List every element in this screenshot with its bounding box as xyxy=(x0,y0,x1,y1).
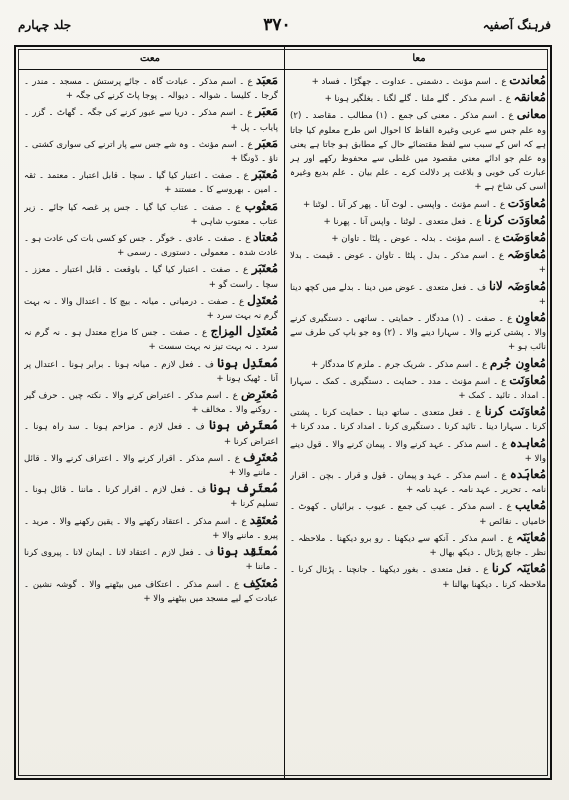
definition-text: ف ۔ فعل متعدی ۔ عوض میں دینا ۔ بدلے میں کچھ دینا + xyxy=(290,282,546,307)
definition-text: ع ۔ اسم مؤنث ۔ بدلہ ۔ عوض ۔ پلٹا ۔ تاوان + xyxy=(331,234,500,245)
headword: مُعتَدِل xyxy=(247,292,278,307)
definition-text: ع ۔ اسم مؤنث ۔ واپسی ۔ لوٹ آنا ۔ پھر کر آنا ۔ لوٹنا + xyxy=(303,199,505,210)
definition-text: ع ۔ اسم مذکر ۔ عہد و پیمان ۔ قول و قرار ۔ بچن ۔ اقرار نامہ ۔ تحریر ۔ عہد نامہ ۔ عہد نامہ + xyxy=(290,471,546,496)
dictionary-entry xyxy=(24,324,278,354)
dictionary-entry xyxy=(24,104,278,134)
dictionary-entry xyxy=(290,213,546,229)
headword: مُعاوَدَت کرنا xyxy=(484,212,546,227)
definition-text: ع ۔ فعل متعدی ۔ لوٹنا ۔ واپس آنا ۔ پھرنا + xyxy=(323,216,482,227)
definition-text: ع ۔ اسم مذکر ۔ آنکھ سے دیکھنا ۔ رو برو دیکھنا ۔ ملاحظہ ۔ نظر ۔ جانچ پڑتال ۔ دیکھ بھال + xyxy=(290,533,546,559)
definition-text: ع ۔ اسم مذکر ۔ عبادت گاہ ۔ جائے پرستش ۔ مسجد ۔ مندر ۔ گرجا ۔ کلیسا ۔ شوالہ ۔ دیوالہ ۔ پوجا پاٹ کرنے کی جگہ + xyxy=(24,77,278,102)
book-title: فرہنگ آصفیہ xyxy=(482,18,551,32)
headword: مُعتَرِض ہونا xyxy=(208,418,278,433)
headword: مُعاوِن xyxy=(515,310,546,325)
dictionary-entry xyxy=(290,404,546,434)
definition-text: ف ۔ فعل لازم ۔ میانہ ہونا ۔ برابر ہونا ۔ اعتدال پر آنا ۔ ٹھیک ہونا + xyxy=(24,359,278,384)
dictionary-entry xyxy=(290,356,546,372)
headword: مُعاہَدہ xyxy=(509,467,546,482)
dictionary-entry xyxy=(24,544,278,574)
headword: مُعاوَدَت xyxy=(507,195,546,210)
headword: معانی xyxy=(516,107,546,122)
definition-text: ع ۔ اسم مذکر ۔ گلے ملنا ۔ گلے لگنا ۔ بغلگیر ہونا + xyxy=(324,94,511,105)
headword: مُعتاد xyxy=(253,230,278,245)
volume-label: جلد چہارم xyxy=(18,18,72,32)
dictionary-entry xyxy=(24,513,278,543)
dictionary-entry xyxy=(290,107,546,194)
definition-text: ع ۔ اسم مذکر ۔ اعتراض کرنے والا ۔ نکتہ چیں ۔ حرف گیر ۔ روکنے والا ۔ مخالف + xyxy=(24,391,278,416)
dictionary-entry xyxy=(290,530,546,560)
headword: مُعتَرِض xyxy=(241,387,278,402)
headword: مُعتَقِد xyxy=(249,512,278,527)
dictionary-entry xyxy=(24,450,278,480)
right-column xyxy=(290,73,546,772)
definition-text: ع ۔ اسم مذکر ۔ شریک جرم ۔ ملزم کا مددگار + xyxy=(310,359,488,370)
definition-text: ف ۔ فعل لازم ۔ اعتقاد لانا ۔ ایمان لانا ۔ پیروی کرنا ۔ ماننا + xyxy=(24,548,278,573)
dictionary-entry xyxy=(24,293,278,323)
dictionary-entry xyxy=(290,247,546,277)
definition-text: ع ۔ فعل متعدی ۔ ساتھ دینا ۔ حمایت کرنا ۔ پشتی کرنا ۔ سہارا دینا ۔ تائید کرنا ۔ دستگیری کرنا ۔ امداد کرنا ۔ مدد کرنا + xyxy=(290,408,546,433)
left-column-heading: معت xyxy=(140,53,160,64)
dictionary-entry xyxy=(24,73,278,103)
definition-text: ع ۔ صفت ۔ جس کا مزاج معتدل ہو ۔ نہ گرم نہ سرد ۔ نہ بہت تیز نہ بہت سست + xyxy=(24,328,278,353)
dictionary-entry xyxy=(290,73,546,89)
definition-text: ف ۔ فعل لازم ۔ مزاحم ہونا ۔ سد راہ ہونا ۔ اعتراض کرنا + xyxy=(24,422,278,447)
headword: مُعایَنَہ کرنا xyxy=(491,561,546,576)
headword: مُعتَبَر xyxy=(251,261,278,276)
headword: مَعبَد xyxy=(255,73,278,87)
headword: مُعاوَنَت کرنا xyxy=(484,404,546,419)
headword: مَعتُوب xyxy=(244,198,278,213)
definition-text: ع ۔ اسم مذکر ۔ معنی کی جمع ۔ (۱) مطالب ۔ مقاصد ۔ (۲) وہ علم جس سے عربی وغیرہ الفاظ کا احوال اس طرح معلوم کیا جاتا ہے کہ اس کے سبب سے لفظ مقتضائے حال کے مطابق ہو جاتا ہے یعنی وہ علم جو ادائے معنی مقصود میں غلطی سے محفوظ رکھے اور ہر عبارت کی خوبی و بلاغت پر دلالت کرے ۔ علم بیان ۔ علم بدیع وغیرہ اسی کی شاخ ہے + xyxy=(290,111,546,193)
definition-text: ع ۔ اسم مذکر ۔ اعتقاد رکھنے والا ۔ یقین رکھنے والا ۔ مرید ۔ پیرو ۔ ماننے والا + xyxy=(24,516,278,541)
definition-text: ع ۔ اسم مؤنث ۔ دشمنی ۔ عداوت ۔ جھگڑا ۔ فساد + xyxy=(311,77,507,87)
definition-text: ع ۔ اسم مذکر ۔ اقرار کرنے والا ۔ اعتراف کرنے والا ۔ قائل ۔ ماننے والا + xyxy=(24,453,278,479)
dictionary-entry xyxy=(24,481,278,511)
page-header xyxy=(18,10,551,40)
dictionary-entry xyxy=(24,230,278,260)
dictionary-entry xyxy=(24,199,278,229)
heading-rule xyxy=(18,69,548,70)
dictionary-entry xyxy=(24,418,278,448)
headword: مُعتَرِف xyxy=(243,449,278,464)
definition-text: ع ۔ اسم مذکر ۔ بدل ۔ پلٹا ۔ تاوان ۔ عوض ۔ قیمت ۔ بدلا + xyxy=(290,251,546,276)
definition-text: ع ۔ صفت ۔ عتاب کیا گیا ۔ جس پر غصہ کیا جائے ۔ زیر عتاب ۔ معتوب شاہی + xyxy=(24,202,278,227)
definition-text: ع ۔ اسم مذکر ۔ اعتکاف میں بیٹھنے والا ۔ گوشہ نشین ۔ عبادت کے لیے مسجد میں بیٹھنے والا + xyxy=(24,579,278,604)
dictionary-entry xyxy=(290,196,546,212)
dictionary-entry xyxy=(290,436,546,466)
definition-text: ع ۔ صفت ۔ درمیانی ۔ میانہ ۔ بیچ کا ۔ اعتدال والا ۔ نہ بہت گرم نہ بہت سرد + xyxy=(24,296,278,322)
left-column xyxy=(24,73,278,772)
definition-text: ع ۔ اسم مذکر ۔ عیب کی جمع ۔ عیوب ۔ برائیاں ۔ کھوٹ ۔ خامیاں ۔ نقائص + xyxy=(290,502,546,527)
definition-text: ع ۔ اسم مؤنث ۔ مدد ۔ حمایت ۔ دستگیری ۔ کمک ۔ سہارا ۔ امداد ۔ تائید ۔ کمک + xyxy=(290,376,546,402)
headword: مُعایَنَہ xyxy=(516,529,546,544)
headword: مُعاوَضَہ xyxy=(507,247,546,262)
page-frame xyxy=(14,45,552,780)
headword: مُعایب xyxy=(515,498,546,513)
headword: مُعاہدہ xyxy=(509,435,546,450)
right-column-heading: معا xyxy=(412,53,426,64)
definition-text: ع ۔ اسم مذکر ۔ عہد کرنے والا ۔ پیمان کرنے والا ۔ قول دینے والا + xyxy=(290,439,546,464)
headword: مُعاوَضَہ لانا xyxy=(488,278,546,293)
page-number: ۳۷۰ xyxy=(263,15,291,35)
definition-text: ع ۔ صفت ۔ (۱) مددگار ۔ حمایتی ۔ ساتھی ۔ دستگیری کرنے والا ۔ پشتی کرنے والا ۔ سہارا دینے والا ۔ (۲) وہ جو باپ کی طرف سے نائب ہو + xyxy=(290,314,546,353)
dictionary-entry xyxy=(24,261,278,291)
headword: مُعانقہ xyxy=(513,90,546,105)
dictionary-entry xyxy=(290,561,546,591)
dictionary-entry xyxy=(24,136,278,166)
headword: مُعاوِن جُرم xyxy=(489,355,546,370)
dictionary-entry xyxy=(290,90,546,106)
dictionary-entry xyxy=(290,498,546,528)
headword: مُعاندت xyxy=(509,73,546,87)
headword: مُعتَکِف xyxy=(243,575,278,590)
dictionary-entry xyxy=(290,230,546,246)
dictionary-entry xyxy=(290,310,546,355)
dictionary-entry xyxy=(290,373,546,403)
column-divider xyxy=(284,47,285,778)
headword: مُعتَبَر xyxy=(251,167,278,182)
definition-text: ع ۔ اسم مؤنث ۔ وہ شے جس سے پار اترنے کی سواری کشتی ۔ ناؤ ۔ ڈونگا + xyxy=(24,139,278,165)
headword: مُعاوَنَت xyxy=(509,372,546,387)
headword: مُعتَرِف ہونا xyxy=(209,481,278,496)
definition-text: ع ۔ صفت ۔ اعتبار کیا گیا ۔ باوقعت ۔ قابل اعتبار ۔ معزز ۔ سچا ۔ راست گو + xyxy=(24,265,278,290)
definition-text: ع ۔ صفت ۔ اعتبار کیا گیا ۔ سچا ۔ قابل اعتبار ۔ معتمد ۔ ثقہ ۔ امین ۔ بھروسے کا ۔ مستند + xyxy=(24,171,278,196)
headword: مُعتَقِد ہونا xyxy=(217,544,278,559)
dictionary-entry xyxy=(24,576,278,606)
dictionary-entry xyxy=(24,356,278,386)
dictionary-entry xyxy=(290,279,546,309)
headword: مُعتَدِل المِزاج xyxy=(210,324,278,339)
dictionary-entry xyxy=(290,467,546,497)
definition-text: ع ۔ اسم مذکر ۔ دریا سے عبور کرنے کی جگہ ۔ گھاٹ ۔ گزر ۔ پایاب ۔ پل + xyxy=(24,108,278,133)
headword: مَعبَر xyxy=(255,135,278,150)
definition-text: ف ۔ فعل لازم ۔ اقرار کرنا ۔ ماننا ۔ قائل ہونا ۔ تسلیم کرنا + xyxy=(24,485,278,510)
definition-text: ع ۔ صفت ۔ عادی ۔ خوگر ۔ جس کو کسی بات کی عادت ہو ۔ عادت شدہ ۔ معمولی ۔ دستوری ۔ رسمی + xyxy=(24,234,278,259)
dictionary-entry xyxy=(24,167,278,197)
headword: مُعتَدِل ہونا xyxy=(217,355,278,370)
dictionary-entry xyxy=(24,387,278,417)
headword: مَعبَر xyxy=(255,104,278,119)
headword: مُعاوَضَت xyxy=(502,230,546,245)
definition-text: ع ۔ فعل متعدی ۔ بغور دیکھنا ۔ جانچنا ۔ پڑتال کرنا ۔ ملاحظہ کرنا ۔ دیکھنا بھالنا + xyxy=(290,565,546,590)
